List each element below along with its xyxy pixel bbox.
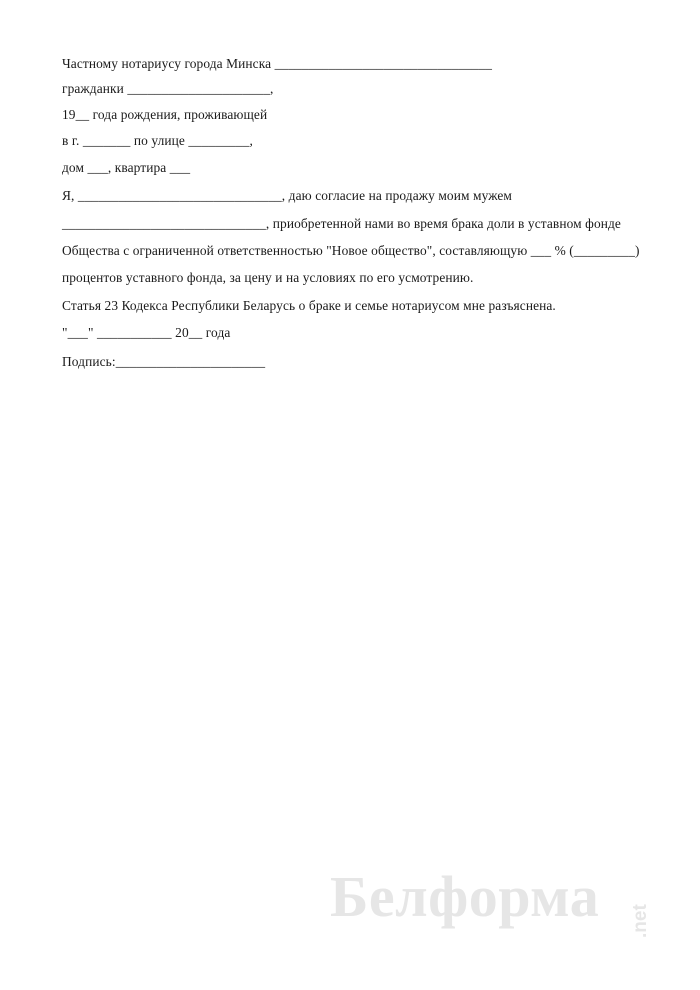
consent-line: Я, ______________________________, даю согласие на продажу моим мужем [62,188,512,203]
share-acquisition-line: ______________________________, приобретенной нами во время брака доли в уставном фонде [62,216,621,231]
watermark-logo: Белформа [330,864,600,929]
house-apartment-line: дом ___, квартира ___ [62,160,191,175]
addressee-line: Частному нотариусу города Минска ________________________________ [62,56,493,71]
terms-line: процентов уставного фонда, за цену и на условиях по его усмотрению. [62,270,474,285]
code-article-line: Статья 23 Кодекса Республики Беларусь о браке и семье нотариусом мне разъяснена. [62,298,556,313]
company-share-line: Общества с ограниченной ответственностью "Новое общество", составляющую ___ % (_________) [62,243,640,258]
signature-line: Подпись:______________________ [62,354,266,369]
citizen-name-line: гражданки _____________________, [62,81,274,96]
date-line: "___" ___________ 20__ года [62,325,231,340]
watermark-suffix: .net [630,904,651,938]
birth-year-line: 19__ года рождения, проживающей [62,107,268,122]
city-street-line: в г. _______ по улице _________, [62,133,253,148]
